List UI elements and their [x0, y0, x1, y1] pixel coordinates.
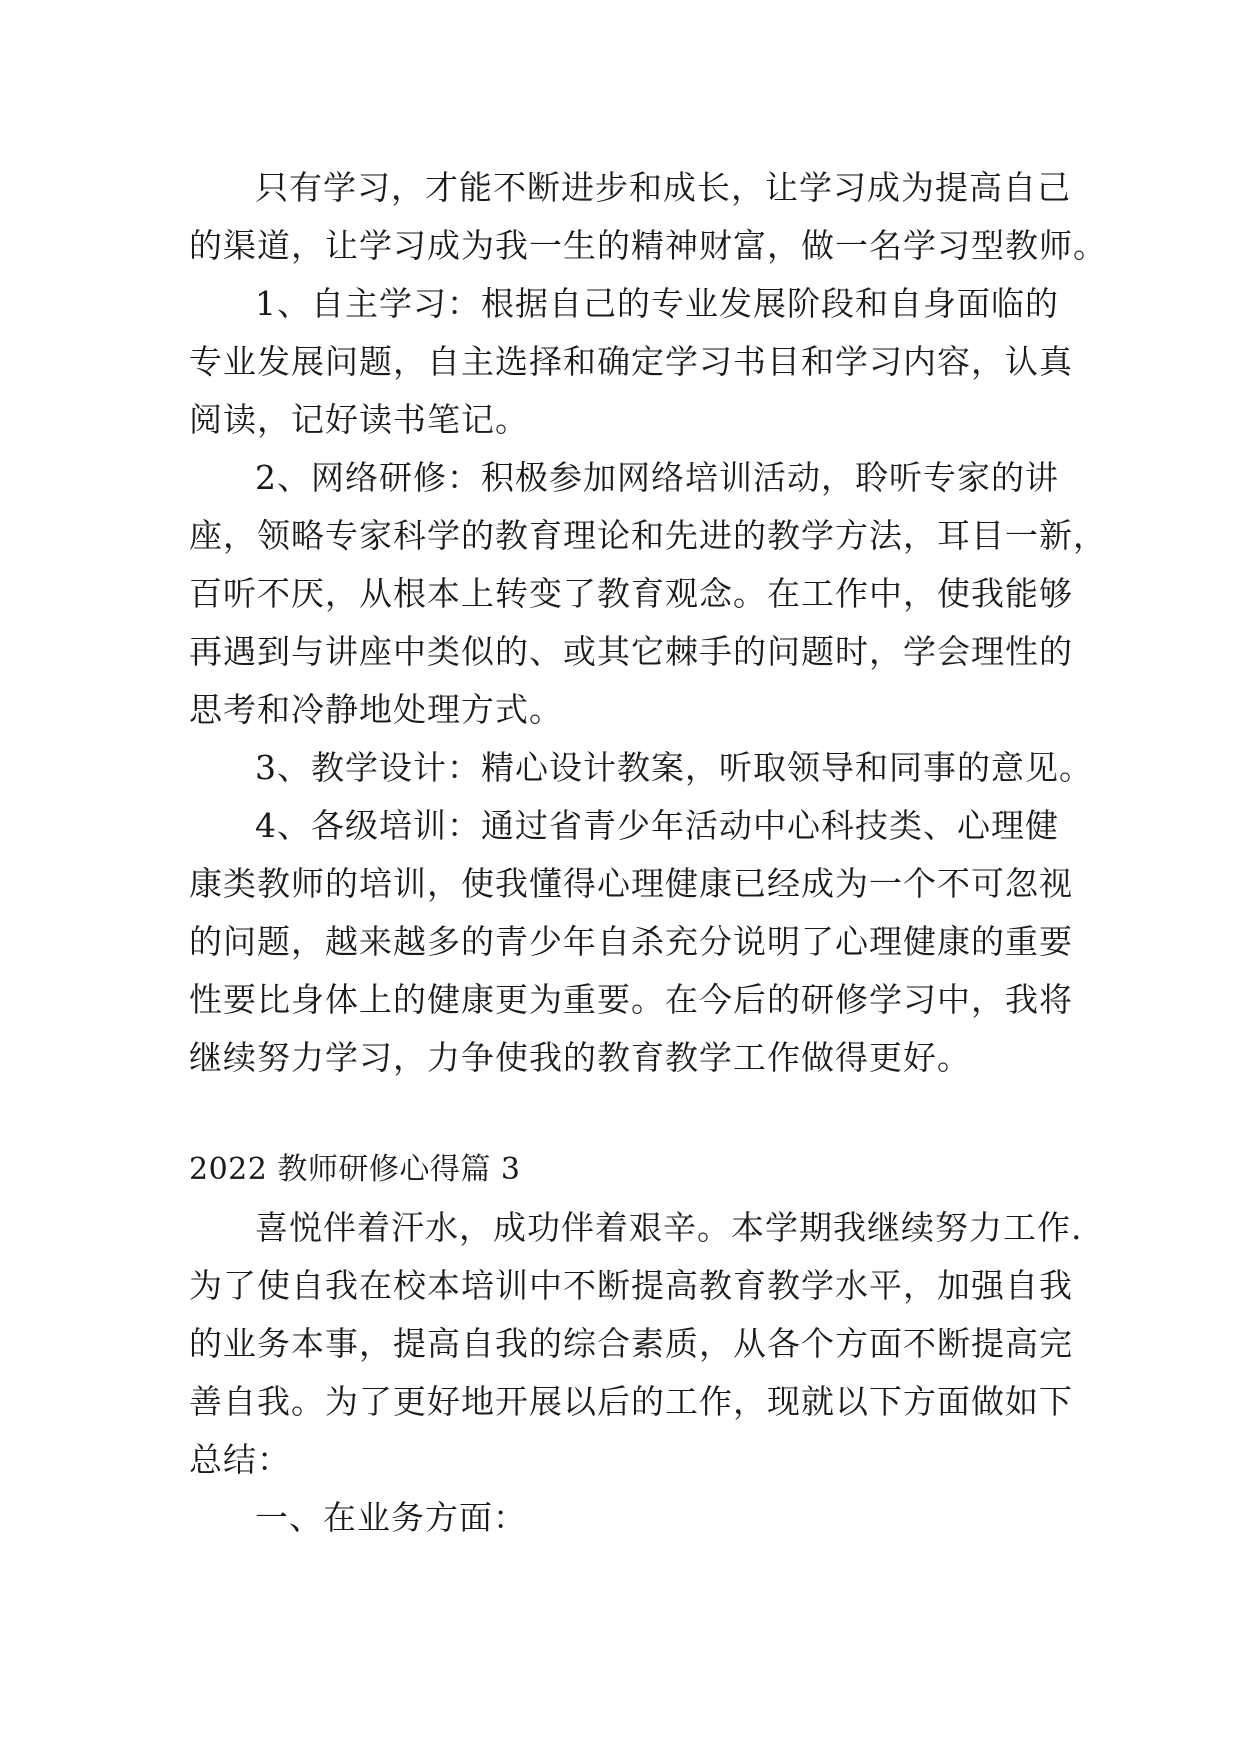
text-line: 阅读，记好读书笔记。	[189, 400, 529, 439]
text-line: 座，领略专家科学的教育理论和先进的教学方法，耳目一新，	[189, 516, 1107, 555]
text-line: 的渠道，让学习成为我一生的精神财富，做一名学习型教师。	[189, 226, 1107, 265]
text-line: 总结：	[189, 1440, 291, 1479]
text-line: 善自我。为了更好地开展以后的工作，现就以下方面做如下	[189, 1382, 1073, 1421]
text-line: 百听不厌，从根本上转变了教育观念。在工作中，使我能够	[189, 574, 1073, 613]
text-line: 1、自主学习：根据自己的专业发展阶段和自身面临的	[255, 284, 1059, 323]
section-title: 2022 教师研修心得篇 3	[189, 1152, 521, 1187]
text-line: 4、各级培训：通过省青少年活动中心科技类、心理健	[255, 806, 1059, 845]
text-line: 只有学习，才能不断进步和成长，让学习成为提高自己	[255, 168, 1071, 207]
text-line: 继续努力学习，力争使我的教育教学工作做得更好。	[189, 1038, 971, 1077]
text-line: 性要比身体上的健康更为重要。在今后的研修学习中，我将	[189, 980, 1073, 1019]
text-line: 喜悦伴着汗水，成功伴着艰辛。本学期我继续努力工作.	[255, 1208, 1083, 1247]
text-line: 康类教师的培训，使我懂得心理健康已经成为一个不可忽视	[189, 864, 1073, 903]
text-line: 一、在业务方面：	[255, 1498, 527, 1537]
text-line: 思考和冷静地处理方式。	[189, 690, 563, 729]
text-line: 的问题，越来越多的青少年自杀充分说明了心理健康的重要	[189, 922, 1073, 961]
text-line: 的业务本事，提高自我的综合素质，从各个方面不断提高完	[189, 1324, 1073, 1363]
text-line: 3、教学设计：精心设计教案，听取领导和同事的意见。	[255, 748, 1093, 787]
text-line: 为了使自我在校本培训中不断提高教育教学水平，加强自我	[189, 1266, 1073, 1305]
text-line: 再遇到与讲座中类似的、或其它棘手的问题时，学会理性的	[189, 632, 1073, 671]
text-line: 专业发展问题，自主选择和确定学习书目和学习内容，认真	[189, 342, 1073, 381]
text-line: 2、网络研修：积极参加网络培训活动，聆听专家的讲	[255, 458, 1059, 497]
